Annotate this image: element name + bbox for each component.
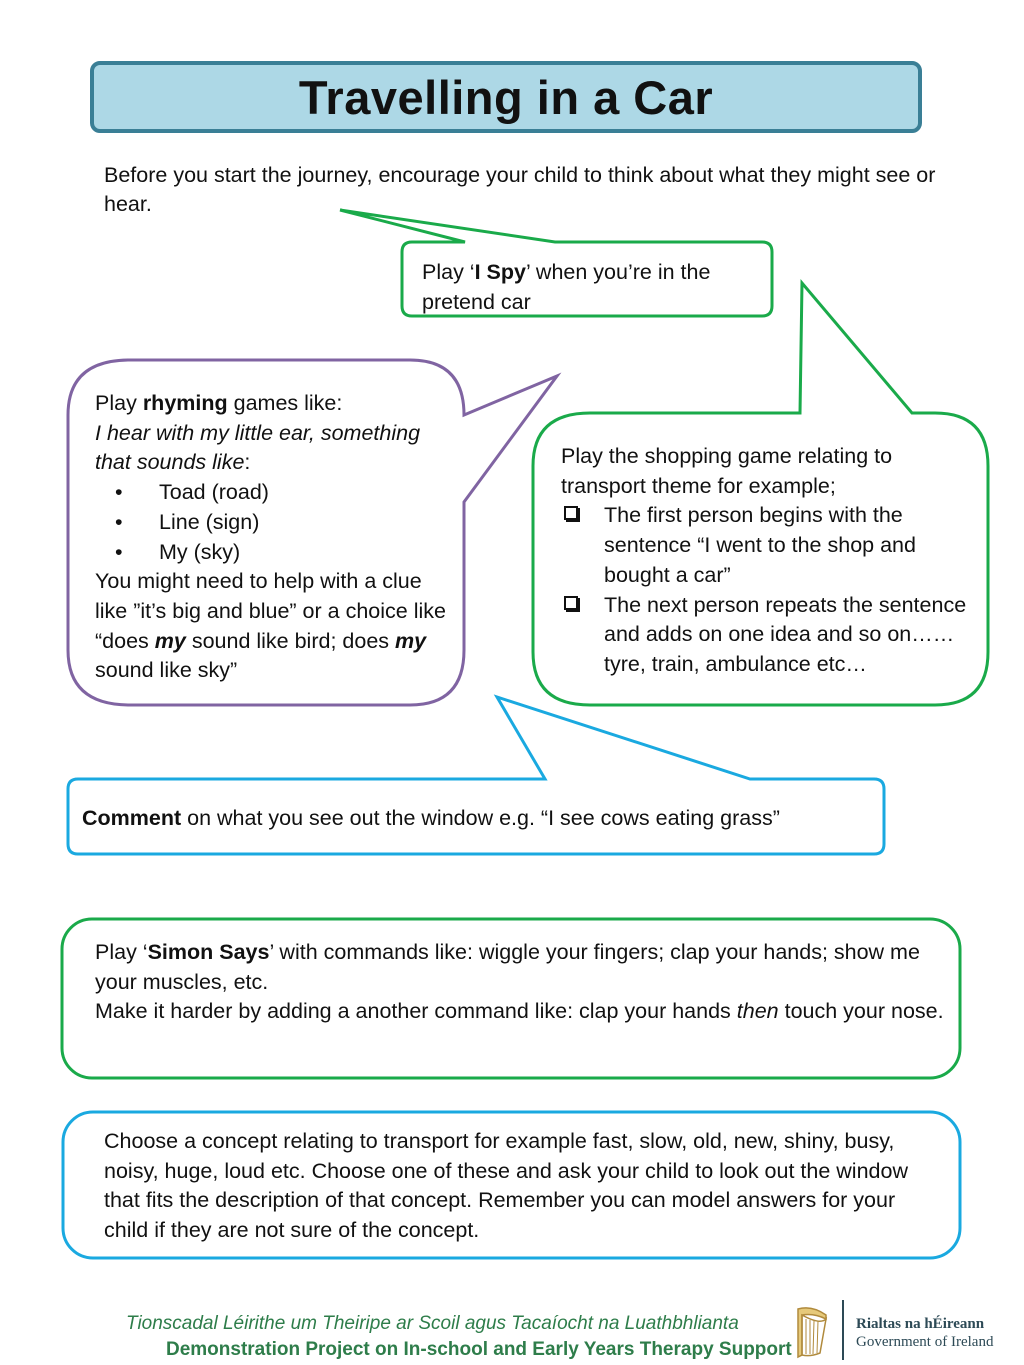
list-item <box>561 501 981 590</box>
ispy-suffix: ’ when you’re in the pretend car <box>422 260 711 314</box>
rhyming-callout <box>95 389 455 686</box>
shopping-intro: Play the shopping game relating to transport theme for example; <box>561 444 893 498</box>
rhyming-italic: I hear with my little ear, something that sounds like <box>95 420 421 475</box>
concept-box-text: Choose a concept relating to transport for example fast, slow, old, new, shiny, busy, noisy, huge, loud etc. Choose one of these and ask your child to look out the window that fits the description of that concept. Remember you can model answers for your child if they are not sure of the concept. <box>104 1129 908 1243</box>
footer-english: Demonstration Project on In-school and Early Years Therapy Support <box>166 1339 792 1360</box>
clue-end: sound like sky” <box>95 658 238 683</box>
simon-prefix: Play ‘ <box>95 940 148 964</box>
footer-irish: Tionscadal Léirithe um Theiripe ar Scoil agus Tacaíocht na Luathbhlianta <box>126 1313 739 1334</box>
rhyming-list <box>95 478 455 567</box>
simon-then: then <box>736 999 779 1024</box>
comment-text: on what you see out the window e.g. “I see cows eating grass” <box>181 806 780 830</box>
checkbox-icon <box>564 506 578 520</box>
list-item: • Line (sign) <box>95 508 455 538</box>
list-item <box>561 591 981 680</box>
clue-my-2: my <box>395 628 427 653</box>
simon-says-box <box>95 938 945 1027</box>
comment-callout <box>82 804 872 834</box>
shopping-callout <box>561 442 981 680</box>
gov-line-irish: Rialtas na hÉireann <box>856 1316 985 1332</box>
simon-line-2 <box>95 997 945 1027</box>
harp-icon <box>790 1305 834 1361</box>
simon-line2-suffix: touch your nose. <box>778 999 944 1024</box>
simon-line-1 <box>95 938 945 997</box>
list-item: • My (sky) <box>95 538 455 568</box>
ispy-bold: I Spy <box>474 260 526 284</box>
rhyming-intro-prefix: Play <box>95 391 143 415</box>
comment-bold: Comment <box>82 806 182 830</box>
clue-my-1: my <box>154 628 186 653</box>
government-logo-text <box>856 1315 993 1351</box>
rhyming-colon: : <box>244 450 251 475</box>
ispy-callout <box>422 258 762 317</box>
shopping-item-text: The first person begins with the sentence “I went to the shop and bought a car” <box>604 503 916 587</box>
checkbox-icon <box>564 596 578 610</box>
clue-mid: sound like bird; does <box>185 628 395 653</box>
clue-text: You might need to help with a clue like ”it’s big and blue” or a choice like “does <box>95 569 446 653</box>
simon-suffix: ’ with commands like: wiggle your fingers; clap your hands; show me your muscles, etc. <box>95 940 920 994</box>
gov-line-english: Government of Ireland <box>856 1334 994 1350</box>
title-banner <box>90 61 922 133</box>
rhyming-intro <box>95 389 455 419</box>
simon-bold: Simon Says <box>147 940 270 964</box>
rhyming-clue <box>95 567 455 686</box>
list-item: • Toad (road) <box>95 478 455 508</box>
rhyming-bold: rhyming <box>142 391 228 415</box>
intro-text: Before you start the journey, encourage your child to think about what they might see or hear. <box>104 163 936 216</box>
rhyming-intro-suffix: games like: <box>227 391 343 415</box>
ispy-prefix: Play ‘ <box>422 260 475 284</box>
page-title: Travelling in a Car <box>298 70 714 124</box>
shopping-item-text: The next person repeats the sentence and adds on one idea and so on…… tyre, train, ambulance etc… <box>604 592 967 676</box>
rhyming-phrase <box>95 419 455 478</box>
logo-divider <box>842 1300 844 1360</box>
simon-line2-prefix: Make it harder by adding a another command like: clap your hands <box>95 999 737 1024</box>
